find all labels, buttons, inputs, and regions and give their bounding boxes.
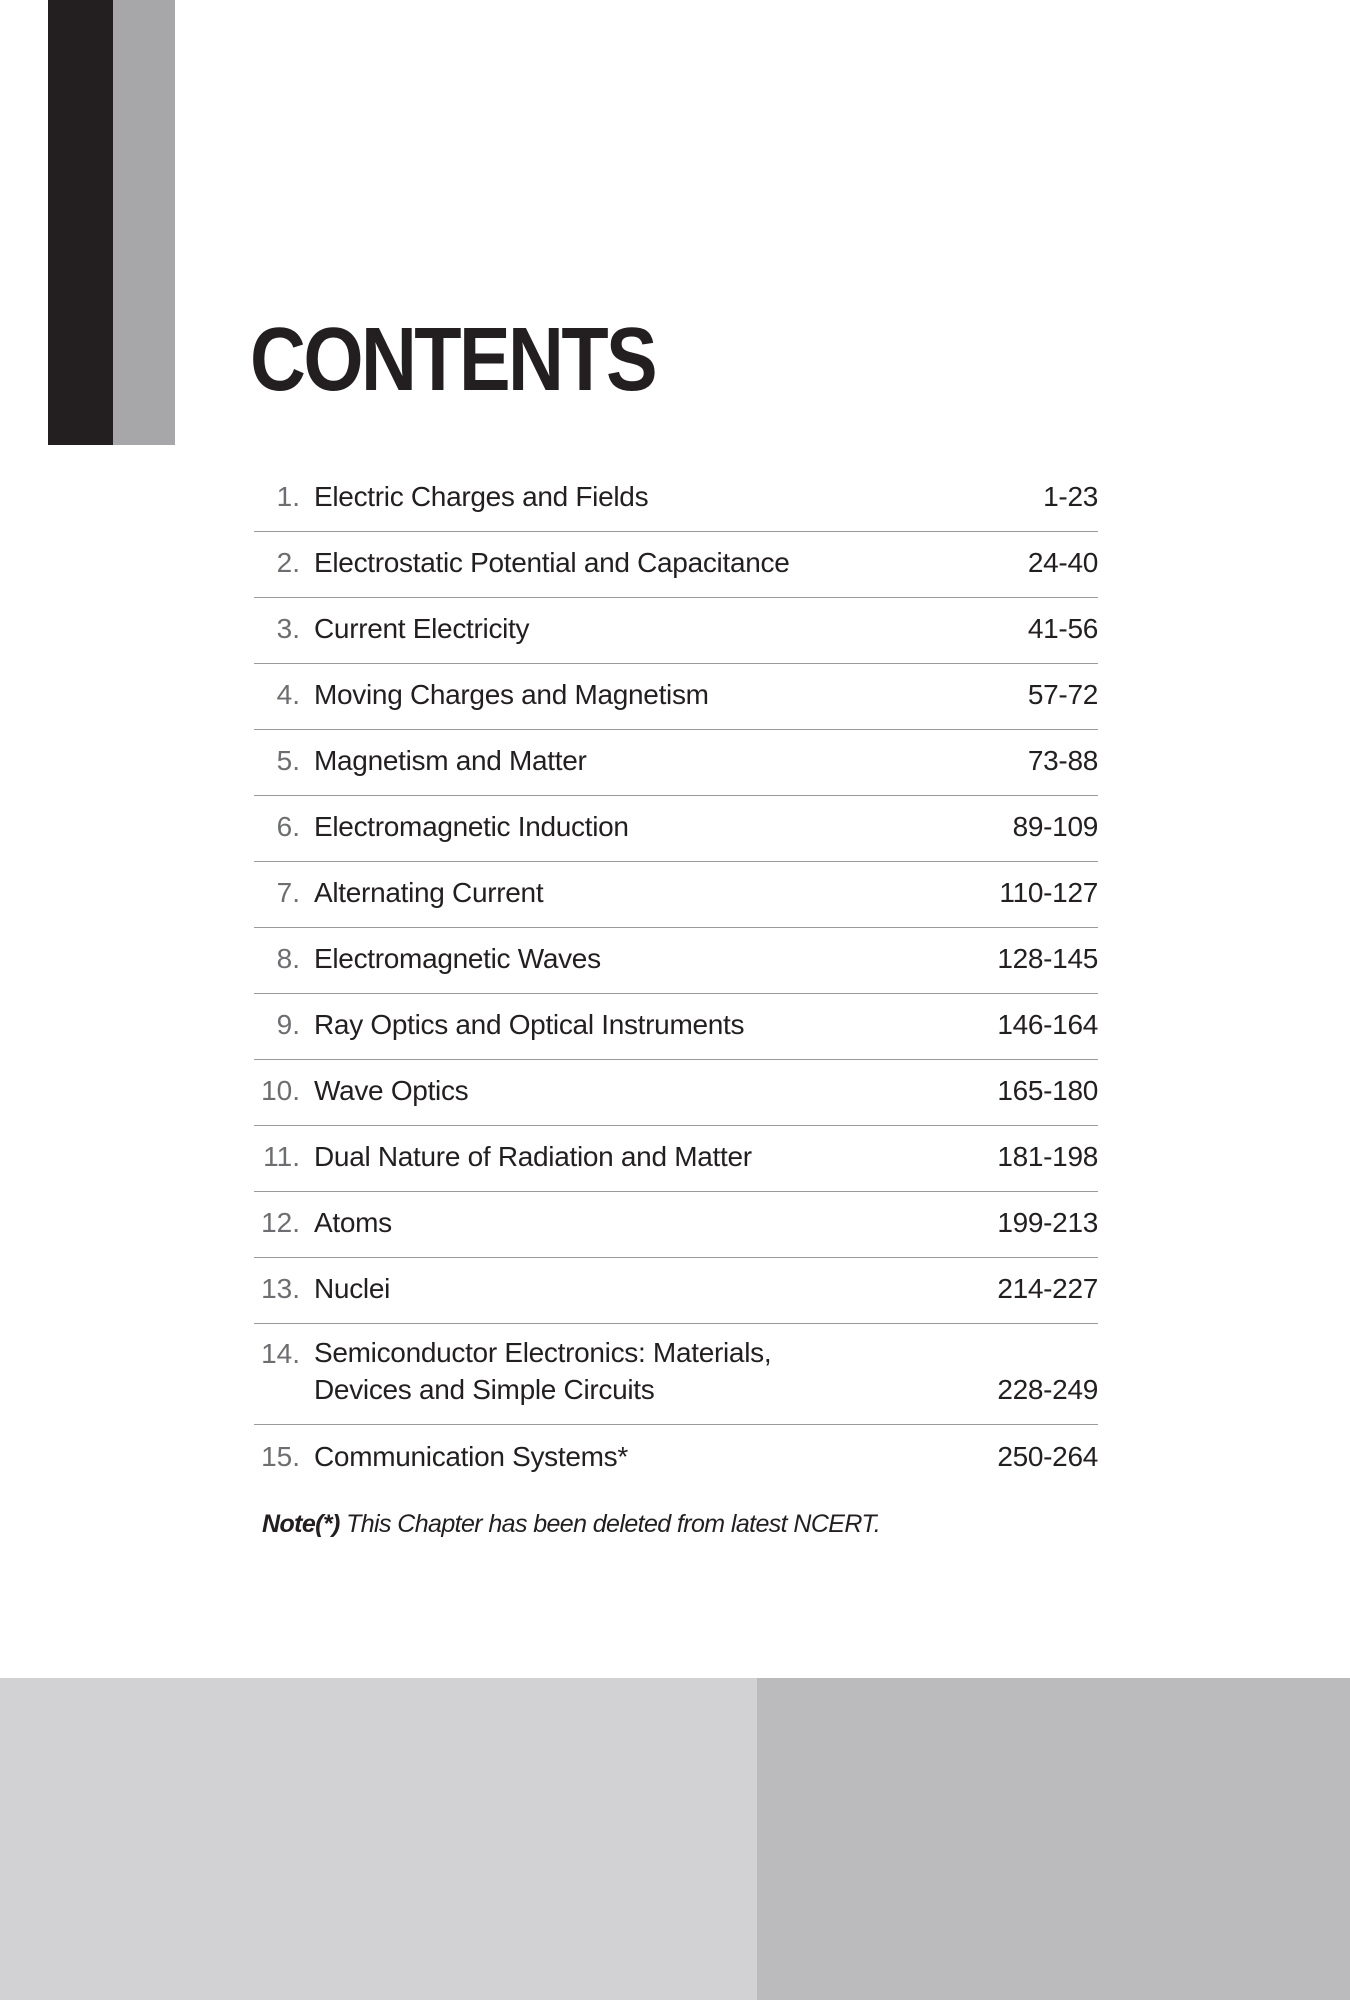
chapter-title [300, 874, 999, 911]
chapter-title [300, 544, 1028, 581]
toc-row[interactable] [254, 598, 1098, 664]
chapter-number: 10. [261, 1075, 300, 1106]
chapter-title [300, 1072, 997, 1109]
chapter-title-line: Semiconductor Electronics: Materials, [314, 1337, 772, 1368]
chapter-number: 6. [276, 811, 300, 842]
chapter-title [300, 610, 1028, 647]
chapter-page-range: 214-227 [997, 1273, 1098, 1304]
chapter-page-range: 89-109 [1012, 811, 1098, 842]
chapter-title-line: Electrostatic Potential and Capacitance [314, 547, 790, 578]
chapter-page-range: 250-264 [997, 1441, 1098, 1472]
chapter-title-line: Electromagnetic Induction [314, 811, 629, 842]
chapter-title-line: Dual Nature of Radiation and Matter [314, 1141, 752, 1172]
chapter-number: 9. [276, 1009, 300, 1040]
chapter-title-line: Ray Optics and Optical Instruments [314, 1009, 745, 1040]
footer-panel-left [0, 1678, 757, 2000]
chapter-number: 15. [261, 1441, 300, 1472]
chapter-page-range: 228-249 [997, 1374, 1098, 1405]
chapter-number: 12. [261, 1207, 300, 1238]
toc-row[interactable] [254, 532, 1098, 598]
decorative-bar-dark [48, 0, 113, 445]
chapter-title-line: Wave Optics [314, 1075, 469, 1106]
toc-row[interactable] [254, 1324, 1098, 1425]
decorative-bar-light [113, 0, 175, 445]
chapter-title [300, 1204, 997, 1241]
chapter-number: 7. [276, 877, 300, 908]
chapter-title [300, 1006, 997, 1043]
footnote [262, 1510, 880, 1539]
chapter-title [300, 1438, 997, 1475]
footer-panel-right [757, 1678, 1350, 2000]
chapter-page-range: 24-40 [1027, 547, 1098, 578]
chapter-title [300, 1270, 997, 1307]
chapter-number: 1. [276, 481, 300, 512]
chapter-title-line: Communication Systems* [314, 1441, 628, 1472]
chapter-page-range: 165-180 [997, 1075, 1098, 1106]
chapter-title [300, 940, 997, 977]
chapter-title [300, 1334, 997, 1408]
footnote-label: Note(*) [262, 1510, 340, 1538]
table-of-contents [254, 466, 1098, 1491]
chapter-title [300, 808, 1013, 845]
chapter-title [300, 676, 1028, 713]
chapter-title-line: Alternating Current [314, 877, 544, 908]
toc-row[interactable] [254, 1060, 1098, 1126]
page-title: CONTENTS [250, 310, 656, 410]
toc-row[interactable] [254, 1126, 1098, 1192]
toc-row[interactable] [254, 1425, 1098, 1491]
chapter-page-range: 73-88 [1027, 745, 1098, 776]
toc-row[interactable] [254, 994, 1098, 1060]
chapter-title-line: Moving Charges and Magnetism [314, 679, 709, 710]
toc-row[interactable] [254, 928, 1098, 994]
chapter-title [300, 1138, 997, 1175]
chapter-title [300, 742, 1028, 779]
chapter-page-range: 146-164 [997, 1009, 1098, 1040]
chapter-number: 8. [276, 943, 300, 974]
toc-row[interactable] [254, 1192, 1098, 1258]
chapter-number: 4. [276, 679, 300, 710]
chapter-title-line: Atoms [314, 1207, 392, 1238]
chapter-number: 11. [263, 1141, 300, 1172]
toc-row[interactable] [254, 796, 1098, 862]
chapter-title-line: Nuclei [314, 1273, 391, 1304]
chapter-title-line: Electromagnetic Waves [314, 943, 601, 974]
chapter-page-range: 57-72 [1027, 679, 1098, 710]
chapter-number: 14. [261, 1338, 300, 1369]
chapter-number: 5. [276, 745, 300, 776]
chapter-page-range: 128-145 [997, 943, 1098, 974]
chapter-page-range: 41-56 [1027, 613, 1098, 644]
chapter-title [300, 478, 1043, 515]
toc-row[interactable] [254, 1258, 1098, 1324]
toc-row[interactable] [254, 862, 1098, 928]
chapter-title-line: Devices and Simple Circuits [314, 1374, 655, 1405]
chapter-number: 3. [276, 613, 300, 644]
chapter-title-line: Current Electricity [314, 613, 530, 644]
chapter-number: 2. [276, 547, 300, 578]
chapter-page-range: 181-198 [997, 1141, 1098, 1172]
footnote-text: This Chapter has been deleted from latest NCERT. [339, 1510, 881, 1538]
chapter-title-line: Magnetism and Matter [314, 745, 587, 776]
chapter-page-range: 110-127 [999, 877, 1098, 908]
toc-row[interactable] [254, 466, 1098, 532]
toc-row[interactable] [254, 664, 1098, 730]
chapter-page-range: 199-213 [997, 1207, 1098, 1238]
chapter-page-range: 1-23 [1043, 481, 1098, 512]
chapter-title-line: Electric Charges and Fields [314, 481, 649, 512]
toc-row[interactable] [254, 730, 1098, 796]
chapter-number: 13. [261, 1273, 300, 1304]
